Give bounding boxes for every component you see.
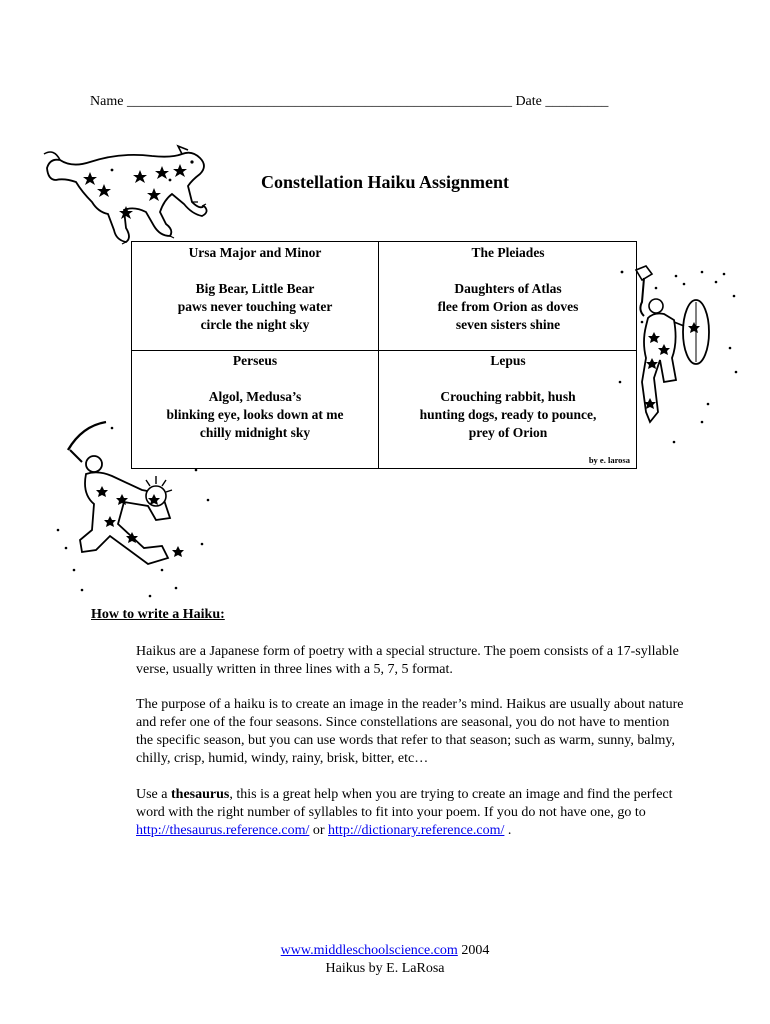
- footer-website-link[interactable]: www.middleschoolscience.com: [280, 943, 458, 958]
- haiku-cell-lepus: [379, 352, 637, 442]
- haiku-line: prey of Orion: [468, 425, 548, 440]
- haiku-line: Daughters of Atlas: [454, 281, 562, 296]
- footer-byline: Haikus by E. LaRosa: [325, 961, 445, 976]
- para3-end: .: [504, 823, 512, 838]
- thesaurus-bold: thesaurus: [171, 787, 230, 802]
- haiku-line: circle the night sky: [200, 317, 310, 332]
- date-blank: _________: [545, 94, 609, 109]
- haiku-heading: Lepus: [490, 353, 526, 368]
- name-blank: _______________________________________________________: [126, 94, 512, 109]
- credit-text: by e. larosa: [588, 455, 630, 465]
- howto-paragraph-1: Haikus are a Japanese form of poetry with a special structure. The poem consists of a 17-syllable verse, usually written in three lines with a 5, 7, 5 format.: [136, 644, 679, 677]
- dictionary-link[interactable]: http://dictionary.reference.com/: [328, 823, 505, 838]
- table-divider: [132, 350, 636, 351]
- haiku-line: blinking eye, looks down at me: [166, 407, 344, 422]
- howto-heading: How to write a Haiku:: [91, 607, 225, 622]
- date-label: Date: [515, 94, 542, 109]
- perseus-illustration: [52, 420, 222, 600]
- howto-paragraph-3: [136, 786, 686, 840]
- thesaurus-link[interactable]: http://thesaurus.reference.com/: [136, 823, 310, 838]
- footer: [0, 942, 770, 978]
- haiku-line: seven sisters shine: [455, 317, 561, 332]
- haiku-line: Big Bear, Little Bear: [195, 281, 315, 296]
- howto-paragraph-2: The purpose of a haiku is to create an image in the reader’s mind. Haikus are usually about nature and refer one of the four seasons. Since constellations are seasonal, you do not have to mention the specific season, but you can use words that refer to that season; such as warm, sunny, balmy, chilly, crisp, humid, windy, rainy, brisk, bitter, etc…: [136, 697, 684, 766]
- page-title: Constellation Haiku Assignment: [260, 172, 510, 192]
- haiku-line: chilly midnight sky: [199, 425, 311, 440]
- haiku-cell-pleiades: [379, 244, 637, 334]
- hero-illustration: [612, 262, 762, 452]
- name-date-line: [90, 94, 608, 110]
- haiku-heading: The Pleiades: [471, 245, 545, 260]
- haiku-heading: Ursa Major and Minor: [188, 245, 322, 260]
- haiku-line: Algol, Medusa’s: [208, 389, 302, 404]
- para3-prefix: Use a: [136, 787, 171, 802]
- haiku-cell-ursa: [132, 244, 378, 334]
- footer-line-1: [0, 942, 770, 960]
- haiku-line: Crouching rabbit, hush: [440, 389, 576, 404]
- haiku-line: flee from Orion as doves: [437, 299, 579, 314]
- footer-year: 2004: [457, 943, 490, 958]
- para3-middle: , this is a great help when you are trying to create an image and find the perfect word with the right number of syllables to fit into your poem. If you do not have one, go to: [136, 787, 673, 820]
- name-label: Name: [90, 94, 124, 109]
- para3-or: or: [309, 823, 329, 838]
- haiku-line: hunting dogs, ready to pounce,: [419, 407, 597, 422]
- haiku-heading: Perseus: [232, 353, 278, 368]
- haiku-line: paws never touching water: [177, 299, 333, 314]
